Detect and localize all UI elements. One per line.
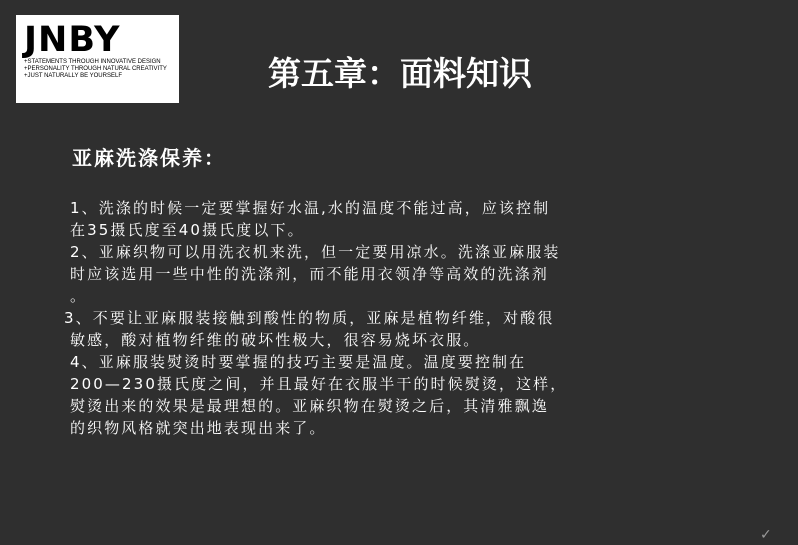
body-line: 1、洗涤的时候一定要掌握好水温,水的温度不能过高，应该控制	[70, 199, 551, 217]
body-line: 熨烫出来的效果是最理想的。亚麻织物在熨烫之后，其清雅飘逸	[70, 397, 549, 415]
body-line: 200—230摄氏度之间，并且最好在衣服半干的时候熨烫，这样，	[70, 375, 568, 393]
logo-wordmark: JNBY	[24, 20, 121, 60]
brand-logo	[16, 15, 179, 103]
slide-title: 第五章：面料知识	[268, 54, 532, 93]
logo-tagline: +STATEMENTS THROUGH INNOVATIVE DESIGN	[24, 59, 161, 65]
logo-tagline: +JUST NATURALLY BE YOURSELF	[24, 73, 122, 79]
logo-taglines	[24, 59, 179, 80]
body-line: 3、不要让亚麻服装接触到酸性的物质，亚麻是植物纤维，对酸很	[64, 309, 555, 327]
logo-tagline: +PERSONALITY THROUGH NATURAL CREATIVITY	[24, 66, 167, 72]
section-heading: 亚麻洗涤保养：	[72, 146, 226, 170]
body-line: 敏感，酸对植物纤维的破坏性极大，很容易烧坏衣服。	[70, 331, 481, 349]
body-line: 2、亚麻织物可以用洗衣机来洗，但一定要用凉水。洗涤亚麻服装	[70, 243, 561, 261]
body-line: 。	[70, 287, 88, 305]
body-line: 4、亚麻服装熨烫时要掌握的技巧主要是温度。温度要控制在	[70, 353, 527, 371]
body-line: 在35摄氏度至40摄氏度以下。	[70, 221, 305, 239]
checkmark-icon: ✓	[760, 527, 772, 543]
body-line: 的织物风格就突出地表现出来了。	[70, 419, 327, 437]
body-line: 时应该选用一些中性的洗涤剂，而不能用衣领净等高效的洗涤剂	[70, 265, 549, 283]
